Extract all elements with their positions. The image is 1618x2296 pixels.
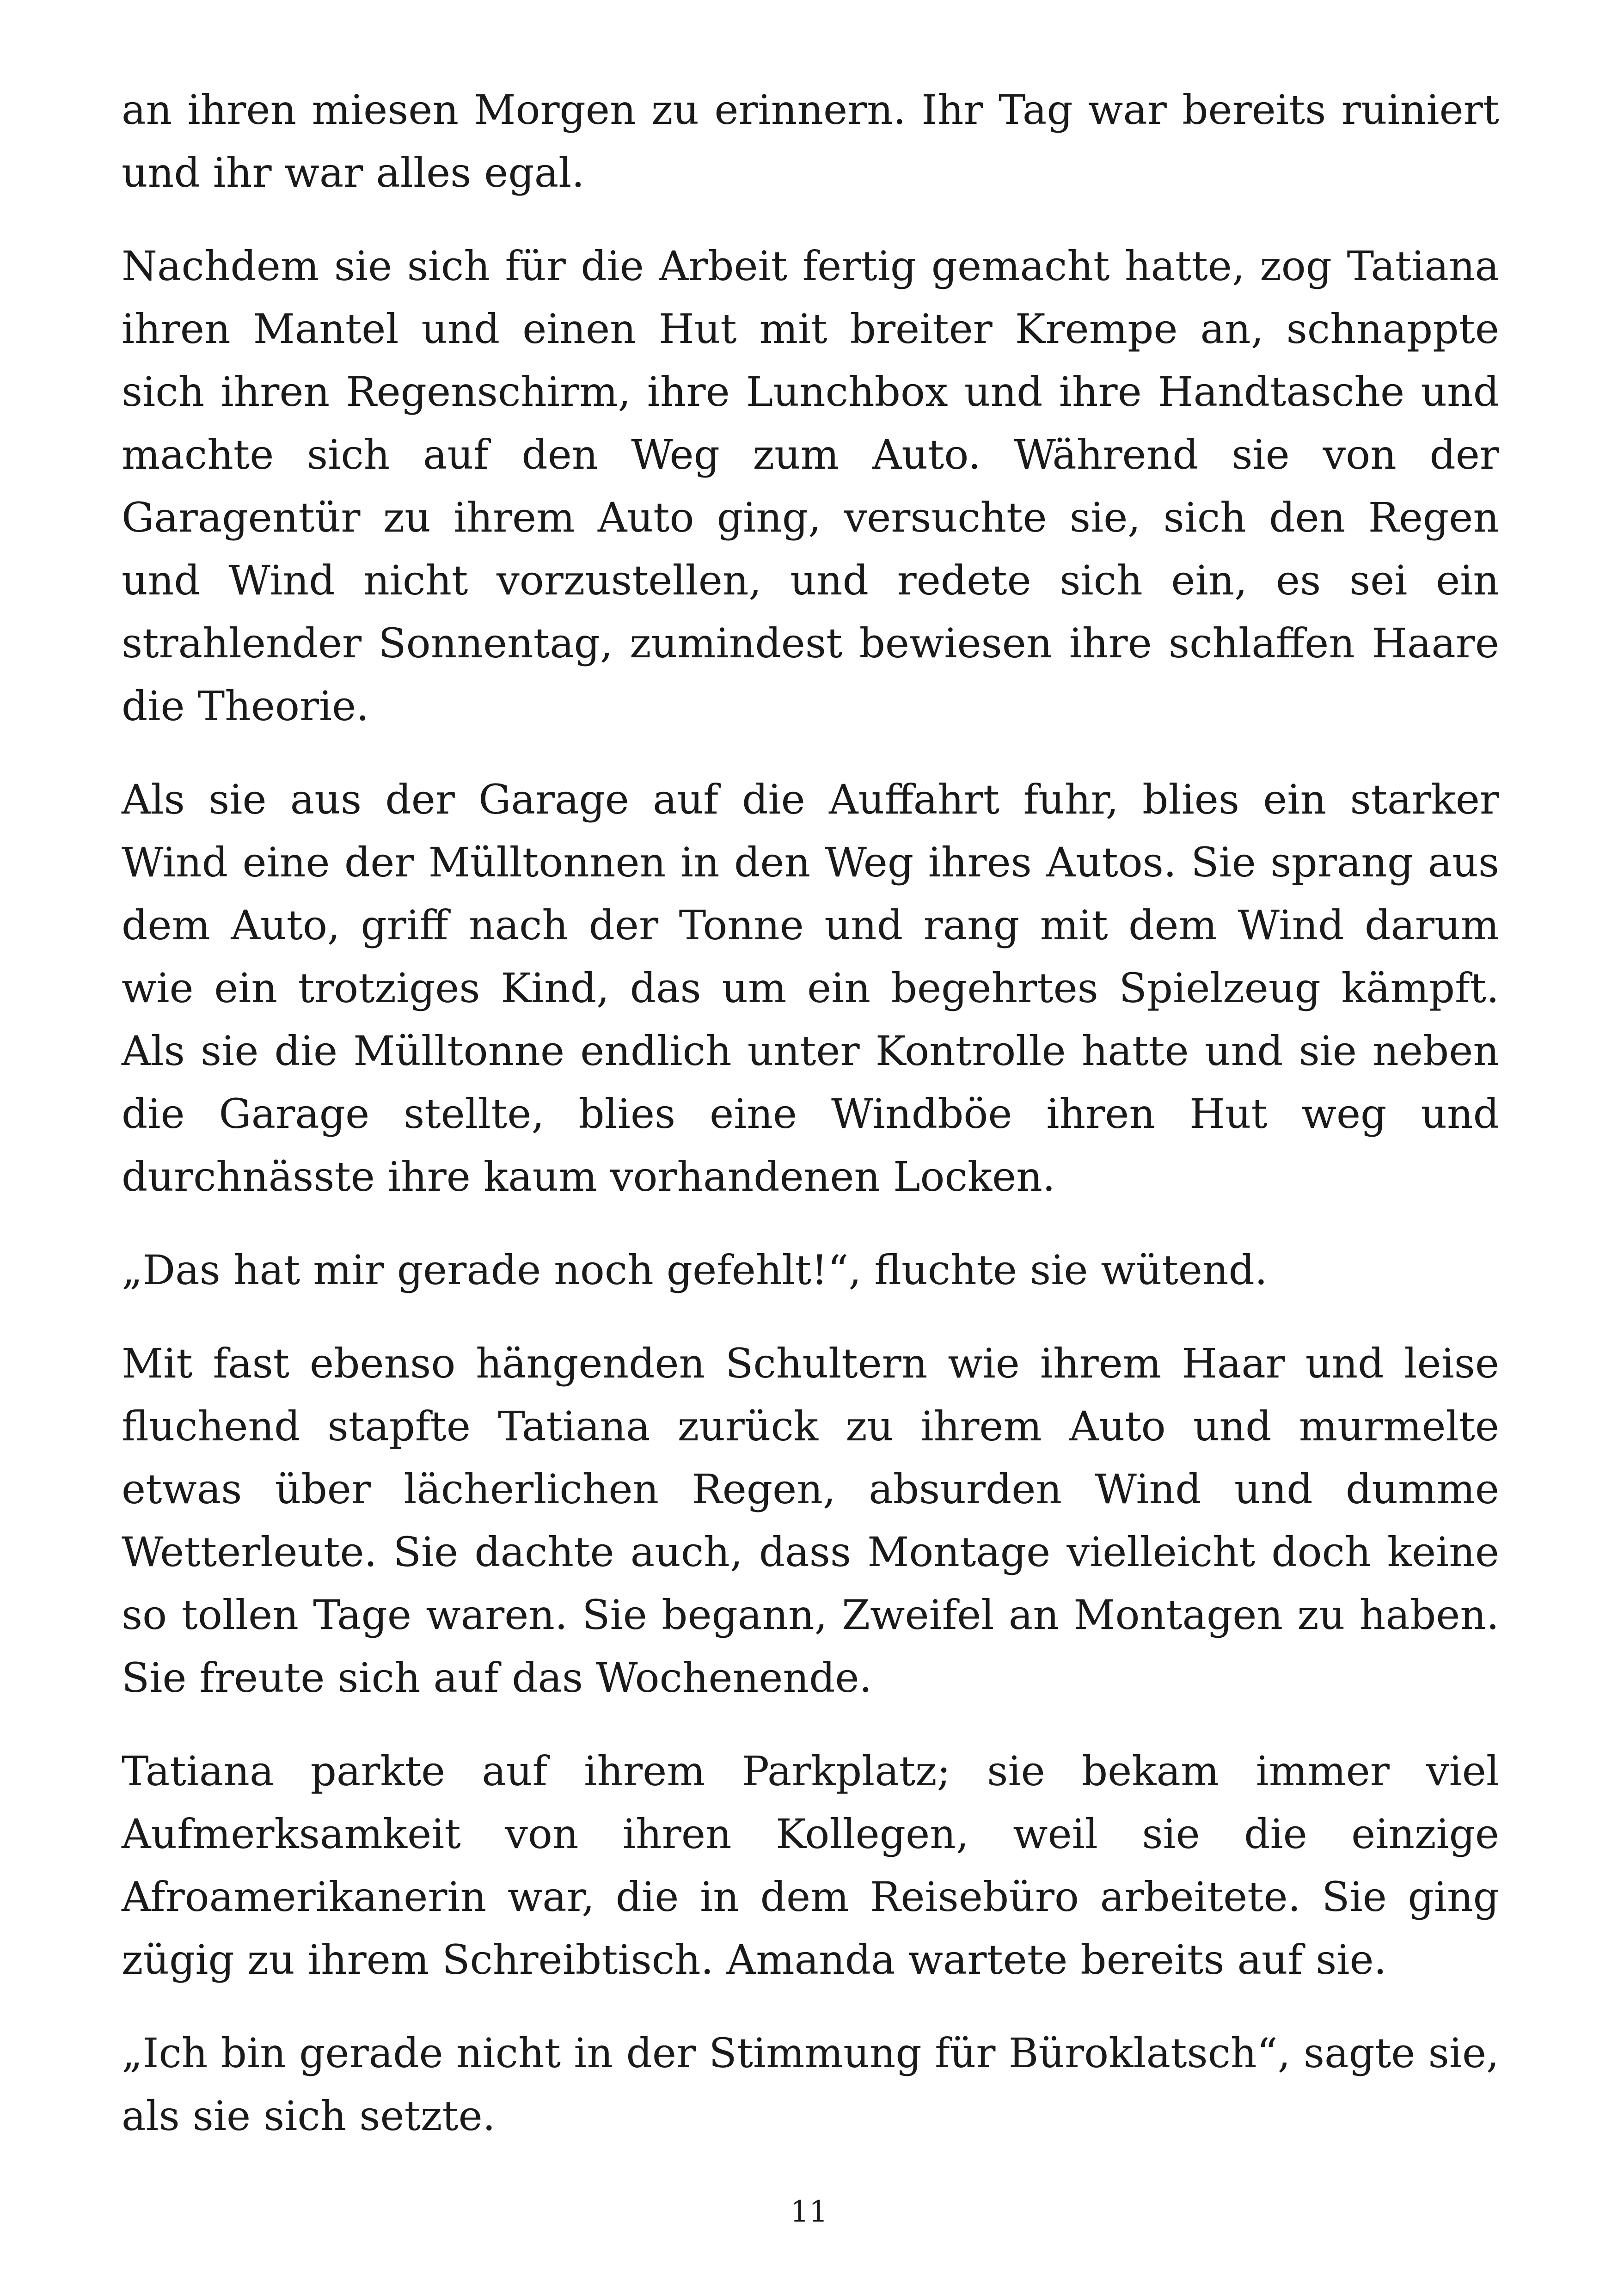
- paragraph-7: „Ich bin gerade nicht in der Stimmung für Büroklatsch“, sagte sie, als sie sich setzte.: [122, 2029, 1499, 2140]
- paragraph-3: Als sie aus der Garage auf die Auffahrt fuhr, blies ein starker Wind eine der Mülltonnen in den Weg ihres Autos. Sie sprang aus dem Auto, griff nach der Tonne und rang mit dem Wind darum wie ein trotziges Kind, das um ein begehrtes Spielzeug kämpft. Als sie die Mülltonne endlich unter Kontrolle hatte und sie neben die Garage stellte, blies eine Windböe ihren Hut weg und durchnässte ihre kaum vorhandenen Locken.: [122, 776, 1499, 1200]
- page-number: 11: [790, 2195, 828, 2229]
- paragraph-5: Mit fast ebenso hängenden Schultern wie ihrem Haar und leise fluchend stapfte Tatiana zurück zu ihrem Auto und murmelte etwas über lächerlichen Regen, absurden Wind und dumme Wetterleute. Sie dachte auch, dass Montage vielleicht doch keine so tollen Tage waren. Sie begann, Zweifel an Montagen zu haben. Sie freute sich auf das Wochenende.: [122, 1340, 1499, 1702]
- paragraph-2: Nachdem sie sich für die Arbeit fertig gemacht hatte, zog Tatiana ihren Mantel und einen Hut mit breiter Krempe an, schnappte sich ihren Regenschirm, ihre Lunchbox und ihre Handtasche und machte sich auf den Weg zum Auto. Während sie von der Garagentür zu ihrem Auto ging, versuchte sie, sich den Regen und Wind nicht vorzustellen, und redete sich ein, es sei ein strahlender Sonnentag, zumindest bewiesen ihre schlaffen Haare die Theorie.: [122, 242, 1499, 730]
- paragraph-4: „Das hat mir gerade noch gefehlt!“, fluchte sie wütend.: [122, 1246, 1268, 1294]
- paragraph-6: Tatiana parkte auf ihrem Parkplatz; sie bekam immer viel Aufmerksamkeit von ihren Kollegen, weil sie die einzige Afroamerikanerin war, die in dem Reisebüro arbeitete. Sie ging zügig zu ihrem Schreibtisch. Amanda wartete bereits auf sie.: [122, 1747, 1499, 1984]
- paragraph-1: an ihren miesen Morgen zu erinnern. Ihr Tag war bereits ruiniert und ihr war alles egal.: [122, 86, 1499, 196]
- page-body: [122, 79, 1499, 2148]
